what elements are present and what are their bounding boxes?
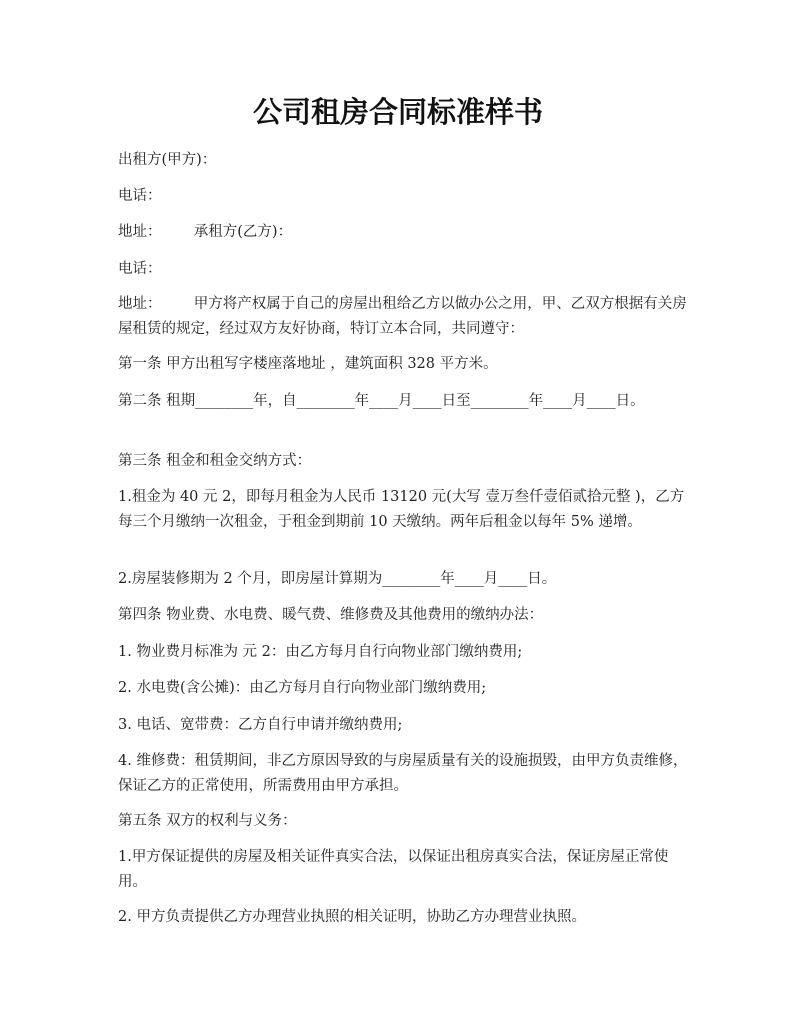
article-3-heading: 第三条 租金和租金交纳方式： (118, 453, 312, 469)
article-5-heading: 第五条 双方的权利与义务： (118, 813, 297, 829)
document-title: 公司租房合同标准样书 (252, 95, 543, 129)
article-4-heading: 第四条 物业费、水电费、暖气费、维修费及其他费用的缴纳办法： (118, 607, 544, 623)
preamble-paragraph: 地址： 甲方将产权属于自己的房屋出租给乙方以做办公之用，甲、乙双方根据有关房屋租赁的规定，经过双方友好协商，特订立本合同，共同遵守： (118, 296, 687, 337)
article-1: 第一条 甲方出租写字楼座落地址 ，建筑面积 328 平方米。 (118, 356, 498, 372)
article-3-item-2: 2.房屋装修期为 2 个月，即房屋计算期为________年____月____日。 (118, 571, 557, 587)
article-4-item-1: 1. 物业费月标准为 元 2：由乙方每月自行向物业部门缴纳费用; (118, 644, 523, 660)
lessor-phone-line: 电话： (118, 188, 162, 204)
article-3-item-1: 1.租金为 40 元 2，即每月租金为人民币 13120 元(大写 壹万叁仟壹佰贰拾元整 )，乙方每三个月缴纳一次租金，于租金到期前 10 天缴纳。两年后租金以每年 5% 递增。 (118, 489, 685, 530)
article-5-item-2: 2. 甲方负责提供乙方办理营业执照的相关证明，协助乙方办理营业执照。 (118, 909, 586, 925)
address-lessee-line: 地址： 承租方(乙方)： (118, 224, 293, 240)
article-5-item-1: 1.甲方保证提供的房屋及相关证件真实合法，以保证出租房真实合法，保证房屋正常使用。 (118, 849, 669, 890)
lessor-line: 出租方(甲方)： (118, 152, 217, 168)
article-4-item-4: 4. 维修费：租赁期间，非乙方原因导致的与房屋质量有关的设施损毁，由甲方负责维修，保证乙方的正常使用，所需费用由甲方承担。 (118, 753, 688, 794)
article-4-item-3: 3. 电话、宽带费：乙方自行申请并缴纳费用; (118, 717, 403, 733)
lessee-phone-line: 电话： (118, 261, 162, 277)
article-4-item-2: 2. 水电费(含公摊)：由乙方每月自行向物业部门缴纳费用; (118, 680, 487, 696)
article-2: 第二条 租期________年，自________年____月____日至________年____月____日。 (118, 393, 645, 409)
